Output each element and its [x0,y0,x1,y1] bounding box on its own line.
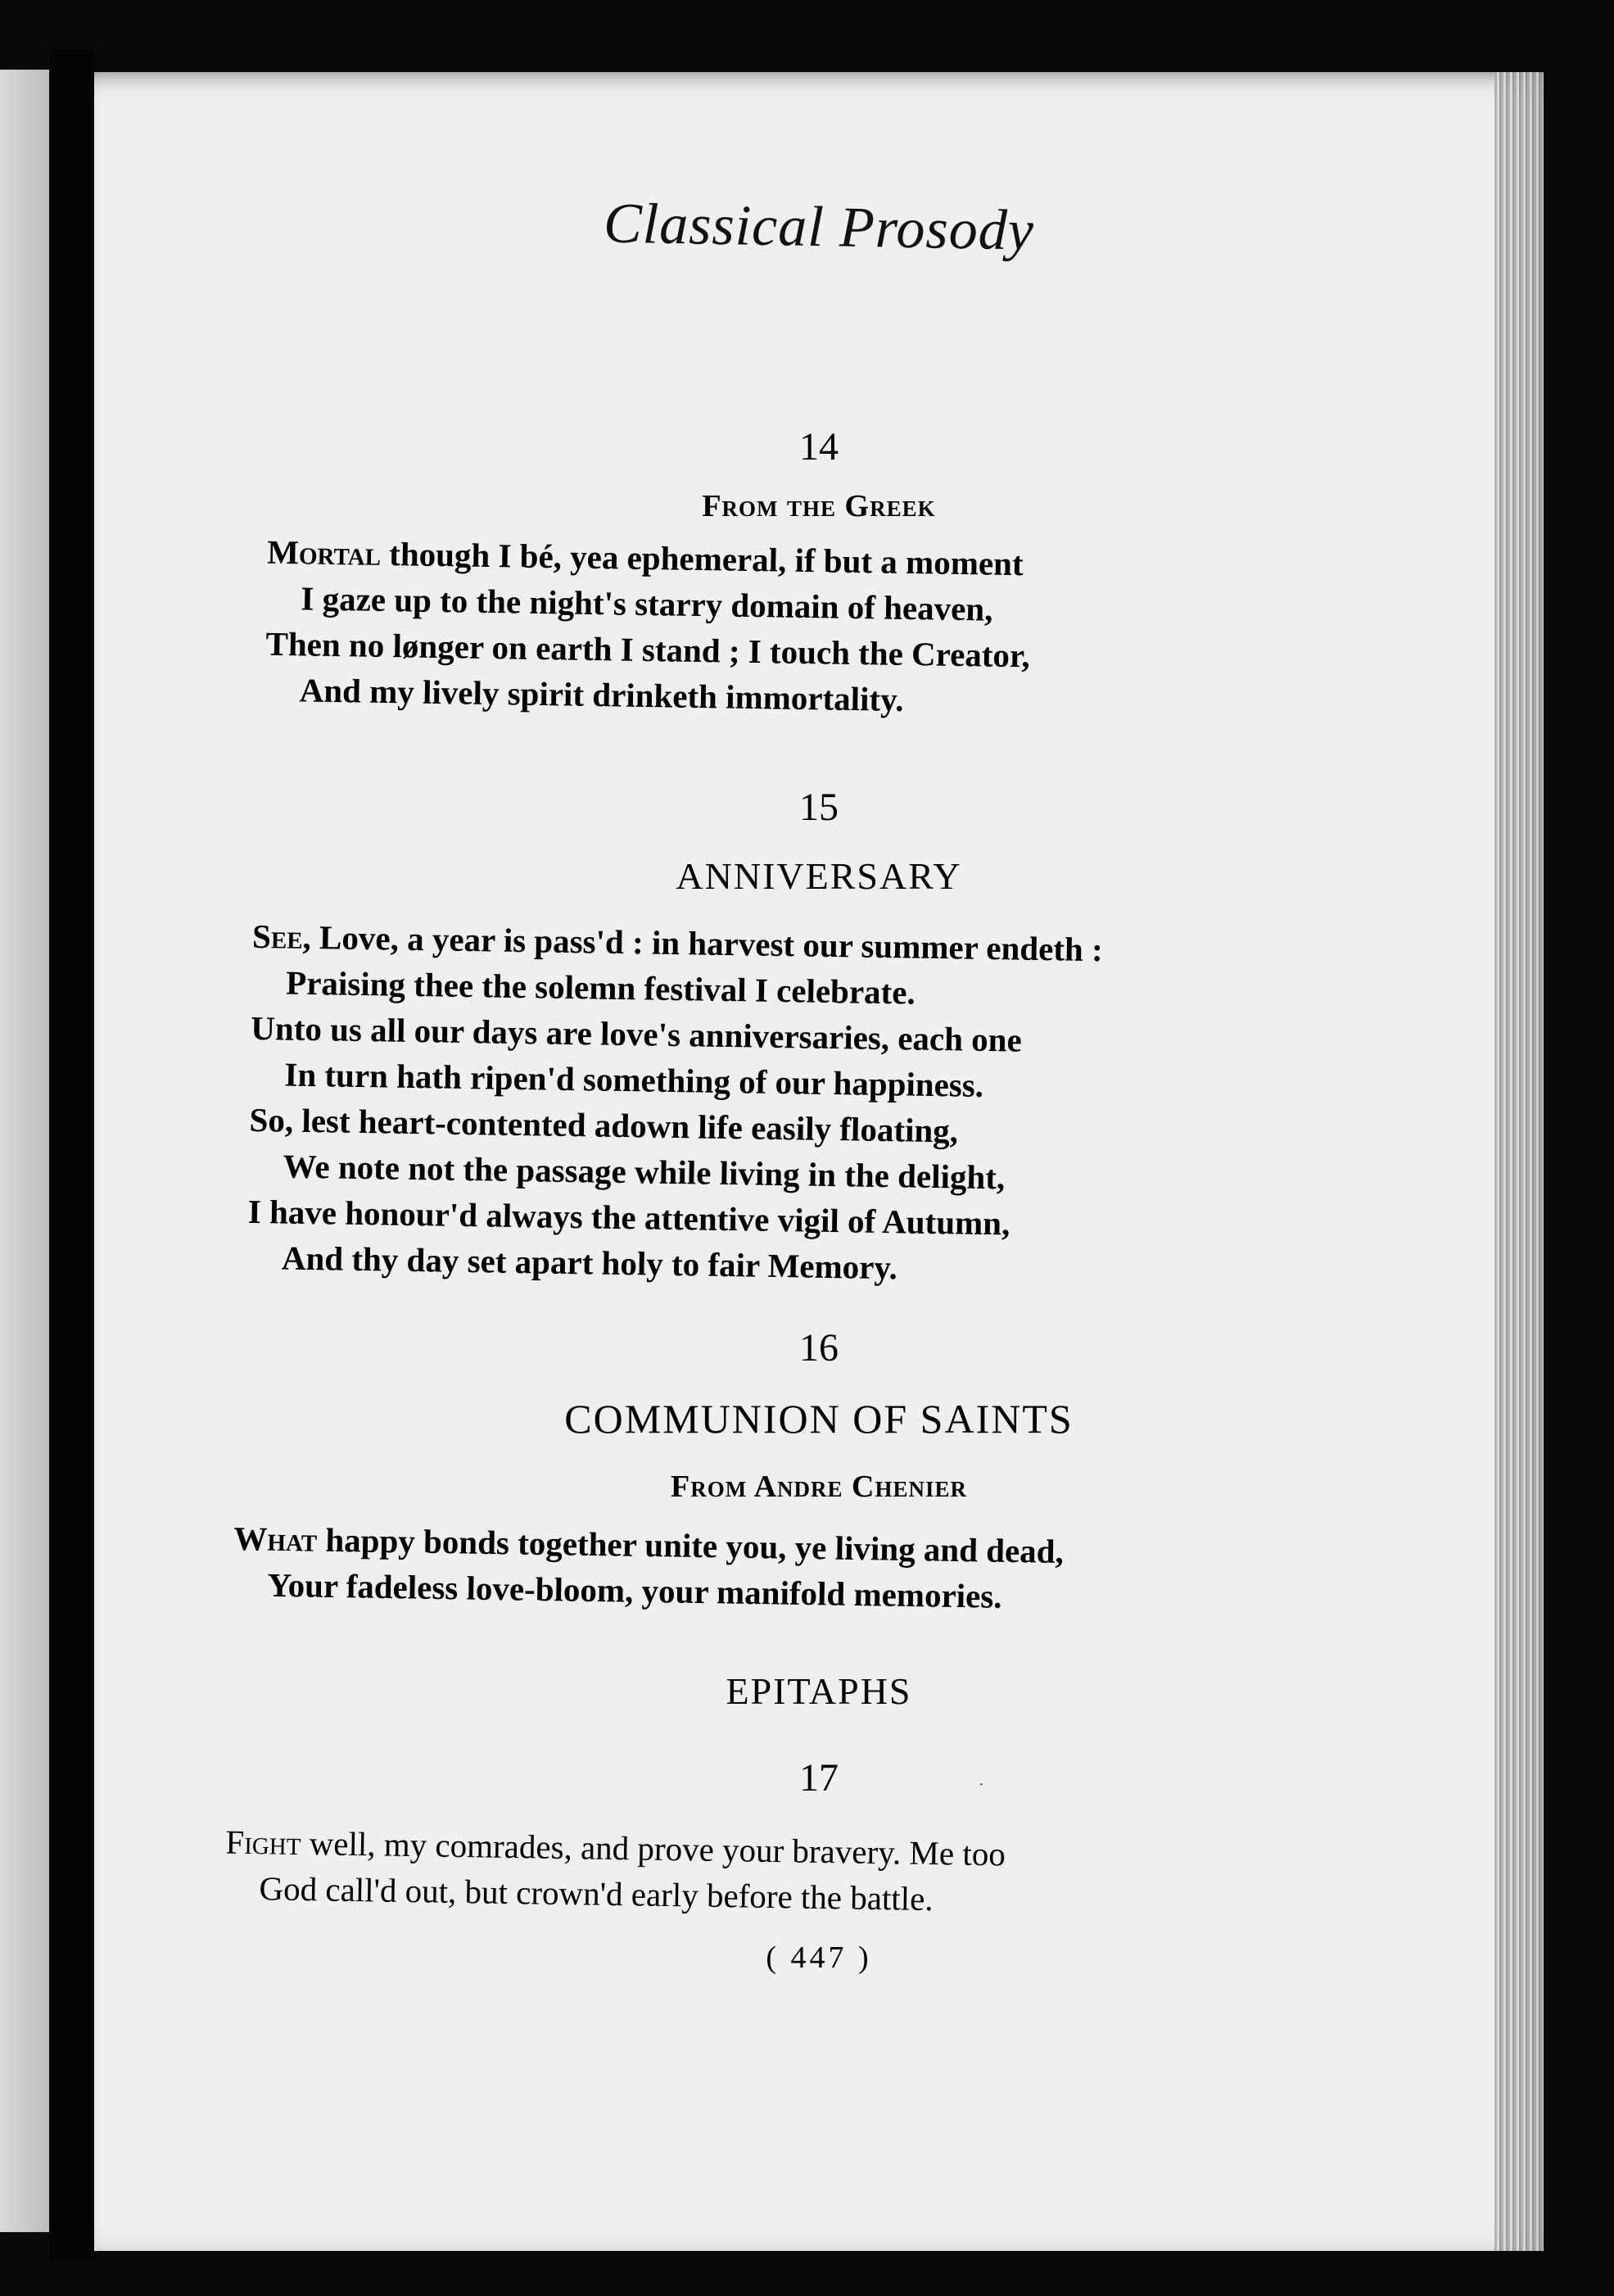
verse-initial-word: Fight [225,1823,301,1862]
verse-line: We note not the passage while living in the delight, [283,1147,1006,1197]
poem-number: 16 [799,1326,839,1370]
poem-verse [247,913,1104,1293]
verse-line: So, lest heart-contented adown life easily floating, [249,1100,959,1150]
poem-verse [224,1819,1006,1923]
verse-line: Praising thee the solemn festival I celebrate. [285,963,916,1012]
poem-number: 14 [799,425,839,469]
poem-title: COMMUNION OF SAINTS [564,1396,1074,1442]
verse-line: And my lively spirit drinketh immortality. [299,671,905,718]
verse-line: I have honour'd always the attentive vigil of Autumn, [247,1192,1010,1243]
poem-verse [233,1515,1064,1620]
verse-line-text: happy bonds together unite you, ye living and dead, [316,1520,1065,1570]
page-fore-edge [1494,72,1544,2251]
verse-line: Your fadeless love-bloom, your manifold memories. [267,1565,1002,1615]
verse-line-text: though I bé, yea ephemeral, if but a moment [380,534,1024,583]
verse-initial-word: See, [251,917,312,956]
poem-number: 17 [799,1756,839,1800]
verse-line-text: Love, a year is pass'd : in harvest our summer endeth : [310,917,1104,969]
poem-subtitle: From Andre Chenier [670,1470,967,1504]
book-gutter [49,49,94,2261]
facing-page-edge [0,70,49,2232]
ink-speck: · [979,1776,984,1794]
verse-line: And thy day set apart holy to fair Memory. [281,1239,898,1287]
poem-number: 15 [799,786,839,829]
verse-initial-word: What [233,1519,318,1559]
verse-initial-word: Mortal [267,532,382,573]
book-page [94,72,1544,2251]
verse-line: Unto us all our days are love's anniversaries, each one [251,1008,1023,1059]
poem-verse [264,529,1032,725]
running-head: Classical Prosody [603,192,1035,263]
poem-title: ANNIVERSARY [676,855,962,897]
page-number: ( 447 ) [766,1941,872,1975]
section-title: EPITAPHS [726,1670,912,1712]
verse-line: I gaze up to the night's starry domain of heaven, [301,579,993,628]
verse-line: Then no lønger on earth I stand ; I touch the Creator, [265,624,1031,675]
poem-subtitle: From the Greek [702,489,936,523]
verse-line-text: well, my comrades, and prove your bravery. Me too [301,1823,1006,1873]
verse-line: In turn hath ripen'd something of our happiness. [284,1055,984,1104]
verse-line: God call'd out, but crown'd early before the battle. [259,1869,934,1918]
